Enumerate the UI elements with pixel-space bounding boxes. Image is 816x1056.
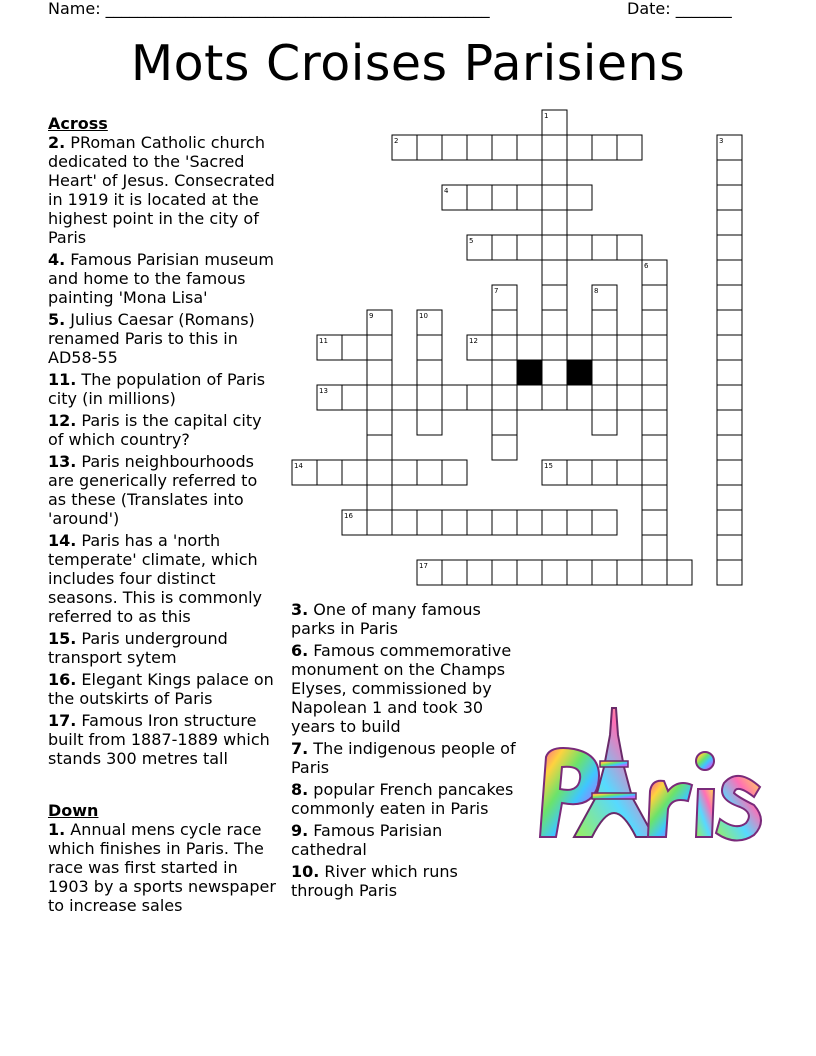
grid-cell[interactable]: [317, 385, 342, 410]
grid-cell[interactable]: [717, 260, 742, 285]
down-clues: [48, 801, 280, 918]
grid-cell[interactable]: [517, 235, 542, 260]
grid-cell[interactable]: [642, 535, 667, 560]
across-clues: [48, 114, 280, 771]
grid-cell[interactable]: [617, 385, 642, 410]
grid-cell[interactable]: [492, 510, 517, 535]
grid-cell[interactable]: [542, 235, 567, 260]
grid-cell[interactable]: [542, 385, 567, 410]
grid-cell[interactable]: [367, 335, 392, 360]
clue-text: Famous Parisian cathedral: [291, 821, 443, 859]
clue-text: River which runs through Paris: [291, 862, 458, 900]
grid-cell[interactable]: [492, 235, 517, 260]
grid-cell[interactable]: [442, 135, 467, 160]
across-clue-16: [48, 670, 280, 708]
clue-number: 2.: [48, 133, 66, 152]
grid-cell-number: 5: [469, 237, 474, 245]
grid-cell[interactable]: [317, 335, 342, 360]
grid-cell[interactable]: [442, 560, 467, 585]
grid-cell[interactable]: [367, 360, 392, 385]
grid-cell[interactable]: [542, 260, 567, 285]
grid-cell[interactable]: [367, 310, 392, 335]
clue-text: One of many famous parks in Paris: [291, 600, 481, 638]
grid-cell[interactable]: [492, 360, 517, 385]
grid-cell[interactable]: [442, 510, 467, 535]
grid-cell[interactable]: [442, 460, 467, 485]
grid-cell[interactable]: [367, 510, 392, 535]
down-clue-8: [291, 780, 523, 818]
grid-cell[interactable]: [542, 135, 567, 160]
clue-text: Annual mens cycle race which finishes in Paris. The race was first started in 1903 by a sports newspaper to increase sales: [48, 820, 276, 915]
grid-cell[interactable]: [417, 560, 442, 585]
grid-cell[interactable]: [467, 560, 492, 585]
clue-text: Famous commemorative monument on the Champs Elyses, commissioned by Napolean 1 and took 30 years to build: [291, 641, 512, 736]
across-clue-13: [48, 452, 280, 528]
grid-cell[interactable]: [717, 485, 742, 510]
grid-cell[interactable]: [492, 185, 517, 210]
grid-cell[interactable]: [642, 360, 667, 385]
grid-cell-number: 15: [544, 462, 553, 470]
grid-cell-number: 7: [494, 287, 499, 295]
grid-cell[interactable]: [642, 410, 667, 435]
page-title: Mots Croises Parisiens: [130, 35, 686, 92]
down-clue-7: [291, 739, 523, 777]
grid-cell[interactable]: [592, 285, 617, 310]
logo-letter-s: [716, 776, 761, 841]
clue-text: Paris is the capital city of which country?: [48, 411, 262, 449]
clue-number: 4.: [48, 250, 66, 269]
grid-cell-number: 8: [594, 287, 599, 295]
grid-cell[interactable]: [392, 385, 417, 410]
grid-cell[interactable]: [567, 185, 592, 210]
clue-text: Paris neighbourhoods are generically referred to as these (Translates into 'around'): [48, 452, 258, 528]
clue-text: Famous Iron structure built from 1887-1889 which stands 300 metres tall: [48, 711, 270, 768]
across-heading: Across: [48, 114, 108, 133]
down-heading: Down: [48, 801, 99, 820]
grid-cell[interactable]: [517, 385, 542, 410]
grid-cell[interactable]: [592, 385, 617, 410]
grid-cell[interactable]: [617, 560, 642, 585]
grid-cell[interactable]: [517, 335, 542, 360]
grid-cell[interactable]: [717, 235, 742, 260]
grid-cell[interactable]: [367, 435, 392, 460]
grid-cell[interactable]: [392, 510, 417, 535]
grid-cell[interactable]: [367, 385, 392, 410]
grid-cell[interactable]: [467, 385, 492, 410]
across-clue-14: [48, 531, 280, 626]
grid-cell[interactable]: [392, 135, 417, 160]
grid-cell-number: 12: [469, 337, 478, 345]
grid-cell[interactable]: [517, 135, 542, 160]
grid-cell[interactable]: [717, 385, 742, 410]
grid-cell[interactable]: [717, 560, 742, 585]
grid-cell[interactable]: [592, 335, 617, 360]
grid-cell[interactable]: [342, 335, 367, 360]
grid-cell[interactable]: [592, 560, 617, 585]
black-cell: [517, 360, 542, 385]
clue-text: The population of Paris city (in millions): [48, 370, 266, 408]
grid-cell-number: 6: [644, 262, 649, 270]
grid-cell[interactable]: [492, 285, 517, 310]
grid-cell[interactable]: [442, 385, 467, 410]
grid-cell[interactable]: [542, 160, 567, 185]
clue-text: Paris underground transport sytem: [48, 629, 228, 667]
grid-cell[interactable]: [542, 210, 567, 235]
grid-cell[interactable]: [642, 310, 667, 335]
grid-cell[interactable]: [492, 335, 517, 360]
grid-cell[interactable]: [467, 235, 492, 260]
grid-cell[interactable]: [642, 260, 667, 285]
grid-cell[interactable]: [367, 485, 392, 510]
grid-cell[interactable]: [567, 385, 592, 410]
grid-cell[interactable]: [642, 510, 667, 535]
down-clues-continued: [291, 600, 523, 903]
grid-cell-number: 16: [344, 512, 353, 520]
across-clue-2: [48, 133, 280, 247]
grid-cell[interactable]: [542, 510, 567, 535]
grid-cell[interactable]: [417, 460, 442, 485]
grid-cell[interactable]: [717, 410, 742, 435]
grid-cell[interactable]: [717, 310, 742, 335]
clue-text: Julius Caesar (Romans) renamed Paris to this in AD58-55: [48, 310, 255, 367]
grid-cell-number: 9: [369, 312, 374, 320]
grid-cell[interactable]: [592, 510, 617, 535]
grid-cell[interactable]: [542, 335, 567, 360]
date-field[interactable]: Date: _______: [627, 0, 732, 18]
grid-cell[interactable]: [717, 160, 742, 185]
clue-text: PRoman Catholic church dedicated to the 'Sacred Heart' of Jesus. Consecrated in 1919 it is located at the highest point in the city of Paris: [48, 133, 275, 247]
clue-number: 12.: [48, 411, 77, 430]
grid-cell[interactable]: [567, 235, 592, 260]
grid-cell[interactable]: [542, 460, 567, 485]
grid-cell[interactable]: [467, 135, 492, 160]
grid-cell[interactable]: [317, 460, 342, 485]
grid-cell-number: 13: [319, 387, 328, 395]
clue-text: Elegant Kings palace on the outskirts of Paris: [48, 670, 274, 708]
grid-cell[interactable]: [392, 460, 417, 485]
grid-cell[interactable]: [517, 185, 542, 210]
grid-cell[interactable]: [467, 510, 492, 535]
across-clue-5: [48, 310, 280, 367]
clue-number: 10.: [291, 862, 320, 881]
grid-cell[interactable]: [542, 110, 567, 135]
clue-number: 15.: [48, 629, 77, 648]
down-clue-1: [48, 820, 280, 915]
grid-cell-number: 2: [394, 137, 399, 145]
down-clue-10: [291, 862, 523, 900]
clue-number: 14.: [48, 531, 77, 550]
grid-cell[interactable]: [717, 510, 742, 535]
grid-cell[interactable]: [417, 510, 442, 535]
clue-number: 13.: [48, 452, 77, 471]
logo-letter-r: [648, 781, 692, 837]
grid-cell[interactable]: [442, 185, 467, 210]
clue-number: 1.: [48, 820, 66, 839]
grid-cell[interactable]: [717, 360, 742, 385]
grid-cell[interactable]: [642, 560, 667, 585]
paris-eiffel-logo: [532, 705, 768, 845]
grid-cell[interactable]: [567, 135, 592, 160]
grid-cell[interactable]: [467, 335, 492, 360]
clue-number: 6.: [291, 641, 309, 660]
clue-number: 9.: [291, 821, 309, 840]
grid-cell[interactable]: [417, 385, 442, 410]
clue-number: 5.: [48, 310, 66, 329]
grid-cell[interactable]: [667, 560, 692, 585]
grid-cell-number: 3: [719, 137, 724, 145]
grid-cell[interactable]: [367, 410, 392, 435]
clue-text: popular French pancakes commonly eaten in Paris: [291, 780, 514, 818]
grid-cell[interactable]: [717, 335, 742, 360]
grid-cell[interactable]: [342, 510, 367, 535]
grid-cell-number: 1: [544, 112, 549, 120]
grid-cell[interactable]: [542, 360, 567, 385]
grid-cell[interactable]: [517, 560, 542, 585]
down-clue-6: [291, 641, 523, 736]
grid-cell[interactable]: [567, 460, 592, 485]
grid-cell[interactable]: [417, 135, 442, 160]
across-clue-11: [48, 370, 280, 408]
grid-cell[interactable]: [567, 335, 592, 360]
grid-cell[interactable]: [417, 360, 442, 385]
grid-cell[interactable]: [492, 435, 517, 460]
clue-number: 8.: [291, 780, 309, 799]
grid-cell[interactable]: [492, 310, 517, 335]
across-clue-12: [48, 411, 280, 449]
grid-cell[interactable]: [642, 485, 667, 510]
across-clue-17: [48, 711, 280, 768]
grid-cell[interactable]: [717, 460, 742, 485]
grid-cell[interactable]: [542, 185, 567, 210]
grid-cell[interactable]: [592, 460, 617, 485]
grid-cell[interactable]: [717, 135, 742, 160]
clue-number: 3.: [291, 600, 309, 619]
down-clue-9: [291, 821, 523, 859]
grid-cell[interactable]: [642, 385, 667, 410]
grid-cell[interactable]: [642, 435, 667, 460]
grid-cell[interactable]: [467, 185, 492, 210]
across-clue-4: [48, 250, 280, 307]
grid-cell[interactable]: [417, 335, 442, 360]
grid-cell[interactable]: [342, 460, 367, 485]
grid-cell-number: 11: [319, 337, 328, 345]
grid-cell[interactable]: [717, 210, 742, 235]
grid-cell[interactable]: [542, 310, 567, 335]
clue-text: Paris has a 'north temperate' climate, which includes four distinct seasons. This is commonly referred to as this: [48, 531, 263, 626]
grid-cell[interactable]: [367, 460, 392, 485]
grid-cell-number: 14: [294, 462, 303, 470]
grid-cell[interactable]: [642, 335, 667, 360]
grid-cell[interactable]: [717, 535, 742, 560]
grid-cell[interactable]: [492, 410, 517, 435]
grid-cell[interactable]: [567, 560, 592, 585]
grid-cell[interactable]: [417, 310, 442, 335]
name-field[interactable]: Name: ________________________________________________: [48, 0, 490, 18]
grid-cell[interactable]: [592, 310, 617, 335]
logo-letter-i: [696, 789, 714, 837]
grid-cell[interactable]: [517, 510, 542, 535]
logo-letter-i-dot: [696, 752, 714, 770]
grid-cell[interactable]: [617, 460, 642, 485]
clue-text: The indigenous people of Paris: [291, 739, 516, 777]
down-clue-3: [291, 600, 523, 638]
grid-cell[interactable]: [592, 135, 617, 160]
grid-cell[interactable]: [642, 285, 667, 310]
grid-cell[interactable]: [617, 235, 642, 260]
grid-cell[interactable]: [417, 410, 442, 435]
grid-cell[interactable]: [292, 460, 317, 485]
grid-cell[interactable]: [542, 560, 567, 585]
grid-cell[interactable]: [717, 185, 742, 210]
grid-cell-number: 4: [444, 187, 449, 195]
black-cell: [567, 360, 592, 385]
grid-cell[interactable]: [642, 460, 667, 485]
grid-cell[interactable]: [567, 510, 592, 535]
grid-cell[interactable]: [492, 560, 517, 585]
grid-cell[interactable]: [617, 335, 642, 360]
grid-cell[interactable]: [717, 435, 742, 460]
clue-number: 16.: [48, 670, 77, 689]
clue-number: 7.: [291, 739, 309, 758]
grid-cell-number: 10: [419, 312, 428, 320]
clue-number: 17.: [48, 711, 77, 730]
grid-cell[interactable]: [717, 285, 742, 310]
grid-cell[interactable]: [592, 235, 617, 260]
grid-cell[interactable]: [592, 360, 617, 385]
grid-cell[interactable]: [542, 285, 567, 310]
clue-number: 11.: [48, 370, 77, 389]
grid-cell[interactable]: [617, 135, 642, 160]
grid-cell[interactable]: [492, 135, 517, 160]
across-clue-15: [48, 629, 280, 667]
grid-cell[interactable]: [342, 385, 367, 410]
grid-cell[interactable]: [592, 410, 617, 435]
grid-cell-number: 17: [419, 562, 428, 570]
grid-cell[interactable]: [492, 385, 517, 410]
clue-text: Famous Parisian museum and home to the famous painting 'Mona Lisa': [48, 250, 274, 307]
